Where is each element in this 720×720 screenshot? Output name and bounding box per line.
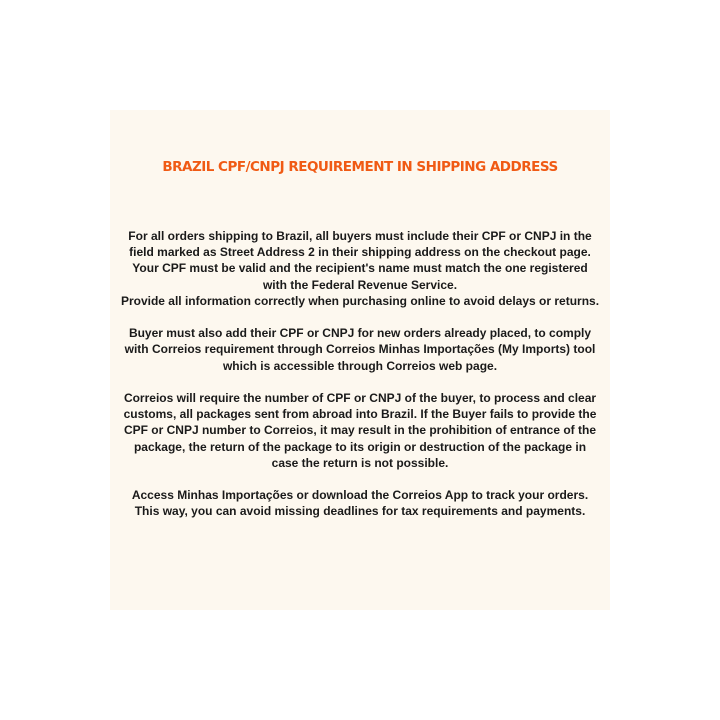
notice-title: BRAZIL CPF/CNPJ REQUIREMENT IN SHIPPING ADDRESS xyxy=(162,159,558,175)
notice-paragraph-1 xyxy=(120,228,600,309)
notice-card xyxy=(110,110,610,610)
notice-paragraph-3: Correios will require the number of CPF or CNPJ of the buyer, to process and clear customs, all packages sent from abroad into Brazil. If the Buyer fails to provide the CPF or CNPJ number to Correios, it may result in the prohibition of entrance of the package, the return of the package to its origin or destruction of the package in case the return is not possible. xyxy=(123,391,597,470)
paragraph-1-line-1: For all orders shipping to Brazil, all buyers must include their CPF or CNPJ in the field marked as Street Address 2 in their shipping address on the checkout page. Your CPF must be valid and the recipient's name must match the one registered with the Federal Revenue Service. xyxy=(128,229,592,292)
notice-paragraph-4: Access Minhas Importações or download the Correios App to track your orders. This way, you can avoid missing deadlines for tax requirements and payments. xyxy=(131,488,589,519)
paragraph-1-line-2: Provide all information correctly when purchasing online to avoid delays or returns. xyxy=(120,293,600,308)
notice-paragraph-2: Buyer must also add their CPF or CNPJ for new orders already placed, to comply with Correios requirement through Correios Minhas Importações (My Imports) tool which is accessible through Correios web page. xyxy=(124,326,596,373)
notice-body xyxy=(120,228,600,520)
